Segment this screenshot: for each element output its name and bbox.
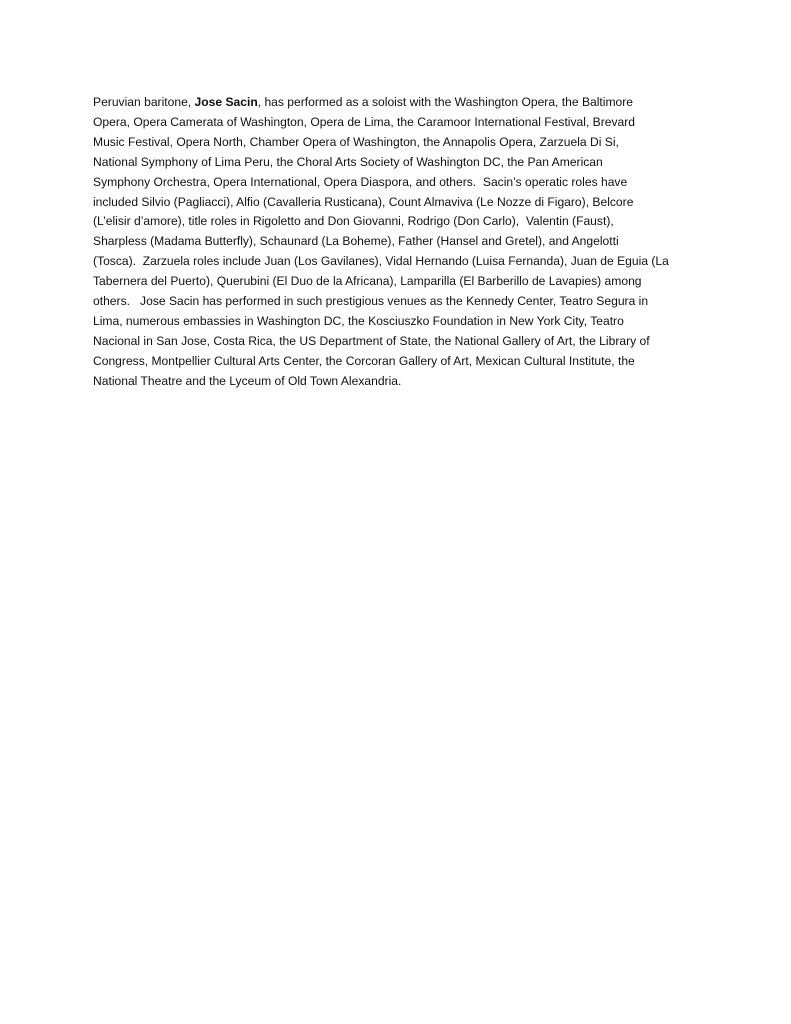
intro-text: Peruvian baritone, bbox=[93, 95, 195, 109]
performer-name-bold: Jose Sacin bbox=[194, 95, 258, 109]
paragraph-line-9: (Tosca). Zarzuela roles include Juan (Los Gavilanes), Vidal Hernando (Luisa Fernanda), Juan de Eguia (La bbox=[93, 254, 669, 269]
paragraph-line-10: Tabernera del Puerto), Querubini (El Duo de la Africana), Lamparilla (El Barberillo de Lavapies) among bbox=[93, 274, 642, 289]
paragraph-line-1 bbox=[93, 93, 703, 113]
paragraph-line-11: others. Jose Sacin has performed in such prestigious venues as the Kennedy Center, Teatro Segura in bbox=[93, 294, 649, 309]
paragraph-line-6: included Silvio (Pagliacci), Alfio (Cavalleria Rusticana), Count Almaviva (Le Nozze di Figaro), Belcore bbox=[93, 194, 634, 209]
paragraph-line-8: Sharpless (Madama Butterfly), Schaunard (La Boheme), Father (Hansel and Gretel), and Angelotti bbox=[93, 234, 619, 249]
paragraph-line-3: Music Festival, Opera North, Chamber Opera of Washington, the Annapolis Opera, Zarzuela Di Si, bbox=[93, 134, 619, 149]
biography-paragraph bbox=[93, 93, 703, 392]
paragraph-line-5: Symphony Orchestra, Opera International, Opera Diaspora, and others. Sacin’s operatic roles have bbox=[93, 174, 628, 189]
paragraph-line-15: National Theatre and the Lyceum of Old Town Alexandria. bbox=[93, 373, 402, 388]
paragraph-line-14: Congress, Montpellier Cultural Arts Center, the Corcoran Gallery of Art, Mexican Cultural Institute, the bbox=[93, 353, 635, 368]
intro-continuation: , has performed as a soloist with the Washington Opera, the Baltimore bbox=[257, 95, 634, 109]
paragraph-line-12: Lima, numerous embassies in Washington DC, the Kosciuszko Foundation in New York City, Teatro bbox=[93, 313, 624, 328]
paragraph-line-2: Opera, Opera Camerata of Washington, Opera de Lima, the Caramoor International Festival, Brevard bbox=[93, 114, 636, 129]
paragraph-line-13: Nacional in San Jose, Costa Rica, the US Department of State, the National Gallery of Art, the Library of bbox=[93, 333, 650, 348]
paragraph-line-7: (L’elisir d’amore), title roles in Rigoletto and Don Giovanni, Rodrigo (Don Carlo), Valentin (Faust), bbox=[93, 214, 614, 229]
paragraph-line-4: National Symphony of Lima Peru, the Choral Arts Society of Washington DC, the Pan American bbox=[93, 154, 603, 169]
